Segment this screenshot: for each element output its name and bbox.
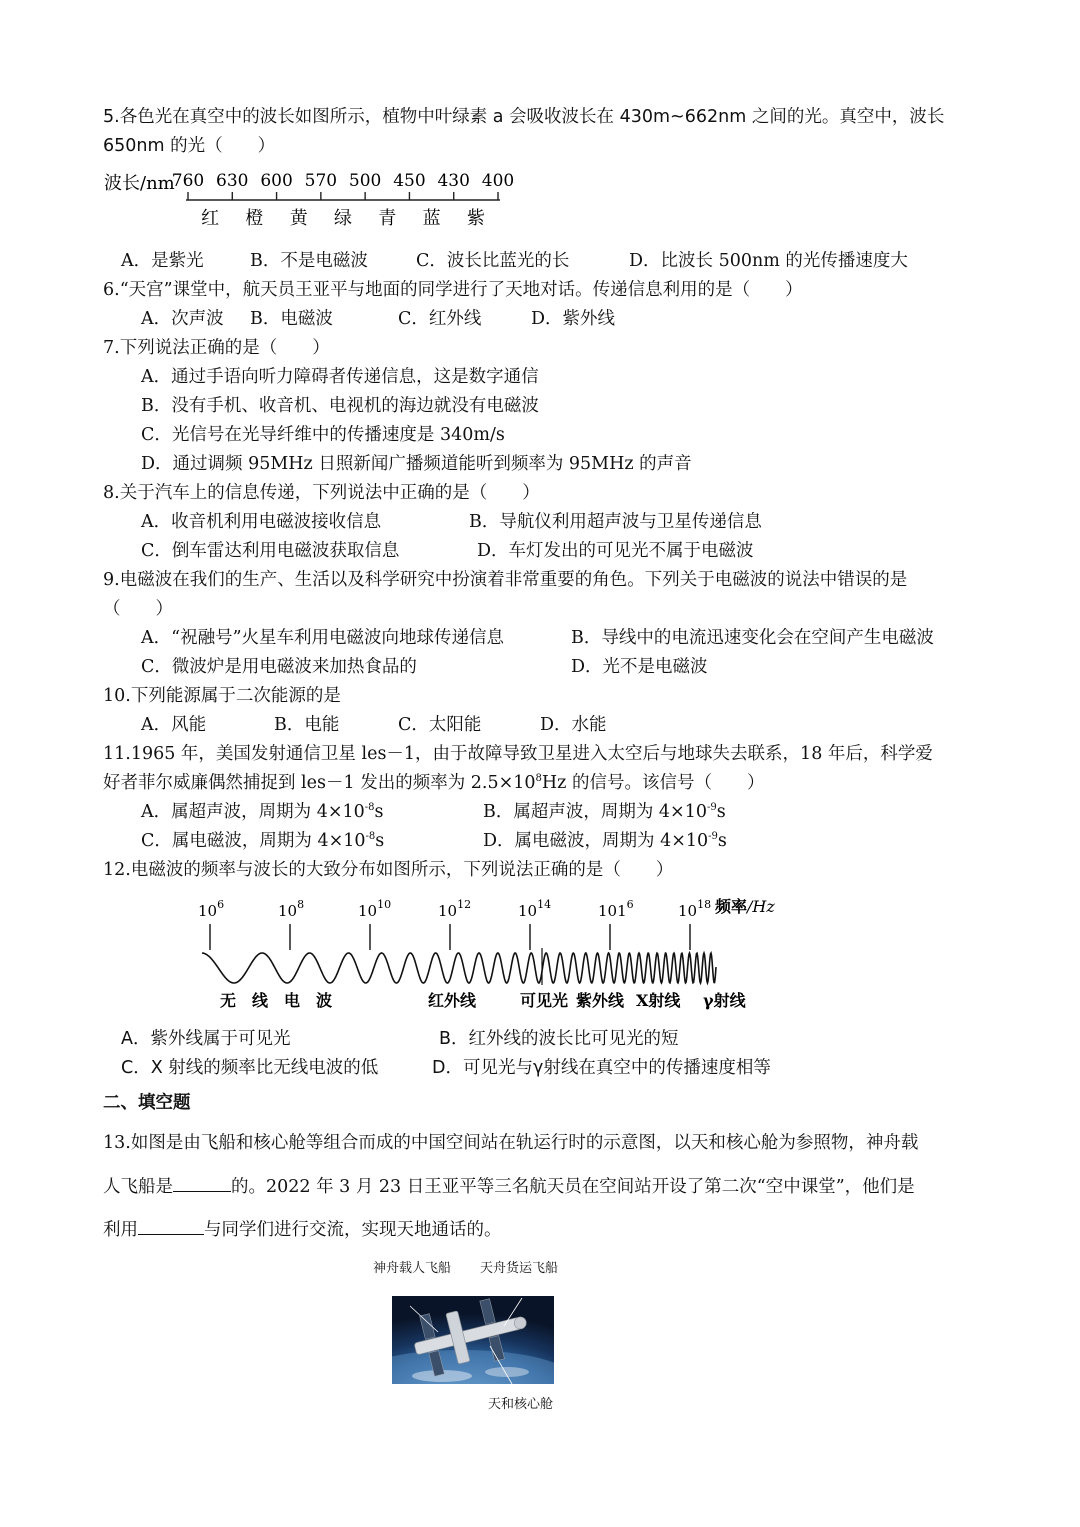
q8-option-d[interactable]: D．车灯发出的可见光不属于电磁波 <box>477 541 754 561</box>
label-tianhe: 天和核心舱 <box>488 1397 554 1412</box>
wavelength-tick-label: 430 <box>437 171 470 191</box>
wavelength-tick-label: 570 <box>304 171 338 191</box>
frequency-tick-label: $10^8$ <box>278 898 305 920</box>
q6-option-d[interactable]: D．紫外线 <box>531 309 616 329</box>
spectrum-band-label: 紫外线 <box>576 991 625 1010</box>
q5-stem-line1: 5.各色光在真空中的波长如图所示，植物中叶绿素 a 会吸收波长在 430m~662nm 之间的光。真空中，波长 <box>103 107 945 127</box>
q12-option-d[interactable]: D．可见光与γ射线在真空中的传播速度相等 <box>432 1058 771 1078</box>
q8-option-c[interactable]: C．倒车雷达利用电磁波获取信息 <box>141 541 400 561</box>
wavelength-tick-label: 600 <box>260 171 293 191</box>
color-band-label: 红 <box>201 208 220 229</box>
q11-option-b[interactable]: B．属超声波，周期为 $4\times 10^{-9}s$ <box>483 802 726 822</box>
q10-stem: 10.下列能源属于二次能源的是 <box>103 686 341 706</box>
q7-option-b[interactable]: B．没有手机、收音机、电视机的海边就没有电磁波 <box>141 396 539 416</box>
color-band-label: 黄 <box>289 208 308 229</box>
q8-option-a[interactable]: A．收音机利用电磁波接收信息 <box>141 512 382 532</box>
frequency-tick-label: $10^6$ <box>198 898 225 920</box>
q5-stem-line2: 650nm 的光（ ） <box>103 136 276 156</box>
spectrum-band-label: γ射线 <box>703 991 746 1010</box>
q7-option-c[interactable]: C．光信号在光导纤维中的传播速度是 340m/s <box>141 425 505 445</box>
q7-stem: 7.下列说法正确的是（ ） <box>103 338 330 358</box>
q10-option-b[interactable]: B．电能 <box>274 715 340 735</box>
q13-blank-2[interactable] <box>138 1220 204 1235</box>
q6-option-a[interactable]: A．次声波 <box>141 309 224 329</box>
q9-option-c[interactable]: C．微波炉是用电磁波来加热食品的 <box>141 657 417 677</box>
wavelength-tick-label: 400 <box>481 171 515 191</box>
spectrum-band-label: 无 线 电 波 <box>220 991 333 1010</box>
q12-stem: 12.电磁波的频率与波长的大致分布如图所示，下列说法正确的是（ ） <box>103 860 674 880</box>
q11-option-c[interactable]: C．属电磁波，周期为 $4\times 10^{-8}s$ <box>141 831 385 851</box>
q12-option-a[interactable]: A．紫外线属于可见光 <box>121 1029 291 1049</box>
q9-option-d[interactable]: D．光不是电磁波 <box>571 657 708 677</box>
em-spectrum-diagram <box>190 890 790 1020</box>
q13-stem-line2: 人飞船是 的。2022 年 3 月 23 日王亚平等三名航天员在空间站开设了第二次“空中课堂”，他们是 <box>103 1177 915 1197</box>
q6-option-c[interactable]: C．红外线 <box>398 309 482 329</box>
space-station-image <box>392 1296 554 1384</box>
q10-option-a[interactable]: A．风能 <box>141 715 207 735</box>
color-band-label: 蓝 <box>422 208 441 229</box>
q7-option-a[interactable]: A．通过手语向听力障碍者传递信息，这是数字通信 <box>141 367 539 387</box>
q8-option-b[interactable]: B．导航仪利用超声波与卫星传递信息 <box>469 512 762 532</box>
q11-option-a[interactable]: A．属超声波，周期为 $4\times 10^{-8}s$ <box>141 802 384 822</box>
q13-stem-line3: 利用 与同学们进行交流，实现天地通话的。 <box>103 1220 502 1240</box>
label-shenzhou: 神舟载人飞船 <box>373 1261 452 1276</box>
spectrum-band-label: 红外线 <box>428 991 477 1010</box>
q13-stem-line1: 13.如图是由飞船和核心舱等组合而成的中国空间站在轨运行时的示意图，以天和核心舱为参照物，神舟载 <box>103 1133 919 1153</box>
q11-option-d[interactable]: D．属电磁波，周期为 $4\times 10^{-9}s$ <box>483 831 727 851</box>
spectrum-band-label: X射线 <box>636 991 681 1010</box>
frequency-tick-label: $10^{14}$ <box>518 898 552 920</box>
label-tianzhou: 天舟货运飞船 <box>480 1261 559 1276</box>
q5-option-d[interactable]: D．比波长 500nm 的光传播速度大 <box>629 251 908 271</box>
q9-stem-line1: 9.电磁波在我们的生产、生活以及科学研究中扮演着非常重要的角色。下列关于电磁波的说法中错误的是 <box>103 570 908 590</box>
wavelength-scale-diagram <box>100 162 540 234</box>
q5-option-b[interactable]: B．不是电磁波 <box>250 251 368 271</box>
q10-option-c[interactable]: C．太阳能 <box>398 715 482 735</box>
wavelength-tick-label: 500 <box>348 171 382 191</box>
q13-blank-1[interactable] <box>173 1177 231 1192</box>
spectrum-band-label: 可见光 <box>520 991 569 1010</box>
q11-stem-line1: 11.1965 年，美国发射通信卫星 les－1，由于故障导致卫星进入太空后与地球失去联系，18 年后，科学爱 <box>103 744 933 764</box>
q5-option-c[interactable]: C．波长比蓝光的长 <box>416 251 570 271</box>
wavelength-tick-label: 760 <box>171 171 205 191</box>
q6-stem: 6.“天宫”课堂中，航天员王亚平与地面的同学进行了天地对话。传递信息利用的是（ ） <box>103 280 803 300</box>
frequency-tick-label: $10^{18}$ <box>678 898 712 920</box>
q5-option-a[interactable]: A．是紫光 <box>121 251 204 271</box>
q10-option-d[interactable]: D．水能 <box>540 715 607 735</box>
q8-stem: 8.关于汽车上的信息传递，下列说法中正确的是（ ） <box>103 483 540 503</box>
q12-option-c[interactable]: C．X 射线的频率比无线电波的低 <box>121 1058 379 1078</box>
q9-option-a[interactable]: A．“祝融号”火星车利用电磁波向地球传递信息 <box>141 628 505 648</box>
em-wave-curve <box>202 953 716 983</box>
color-band-label: 青 <box>378 208 397 229</box>
wavelength-axis-label: 波长/nm <box>104 173 175 194</box>
frequency-tick-label: $10^{10}$ <box>358 898 392 920</box>
color-band-label: 紫 <box>466 208 485 229</box>
q12-option-b[interactable]: B．红外线的波长比可见光的短 <box>439 1029 679 1049</box>
q9-option-b[interactable]: B．导线中的电流迅速变化会在空间产生电磁波 <box>571 628 934 648</box>
section-title: 二、填空题 <box>103 1093 191 1113</box>
q7-option-d[interactable]: D．通过调频 95MHz 日照新闻广播频道能听到频率为 95MHz 的声音 <box>141 454 692 474</box>
frequency-tick-label: $101^6$ <box>598 898 634 920</box>
wavelength-tick-label: 630 <box>216 171 249 191</box>
wavelength-tick-label: 450 <box>393 171 426 191</box>
q9-stem-line2: （ ） <box>103 599 173 619</box>
q11-stem-line2: 好者菲尔威廉偶然捕捉到 les－1 发出的频率为 $2.5\times 10^8Hz$ 的信号。该信号（ ） <box>103 773 765 793</box>
frequency-tick-label: $10^{12}$ <box>438 898 472 920</box>
color-band-label: 绿 <box>334 208 352 229</box>
freq-unit-label: 频率/Hz <box>715 897 775 916</box>
color-band-label: 橙 <box>245 208 264 229</box>
q6-option-b[interactable]: B．电磁波 <box>250 309 333 329</box>
